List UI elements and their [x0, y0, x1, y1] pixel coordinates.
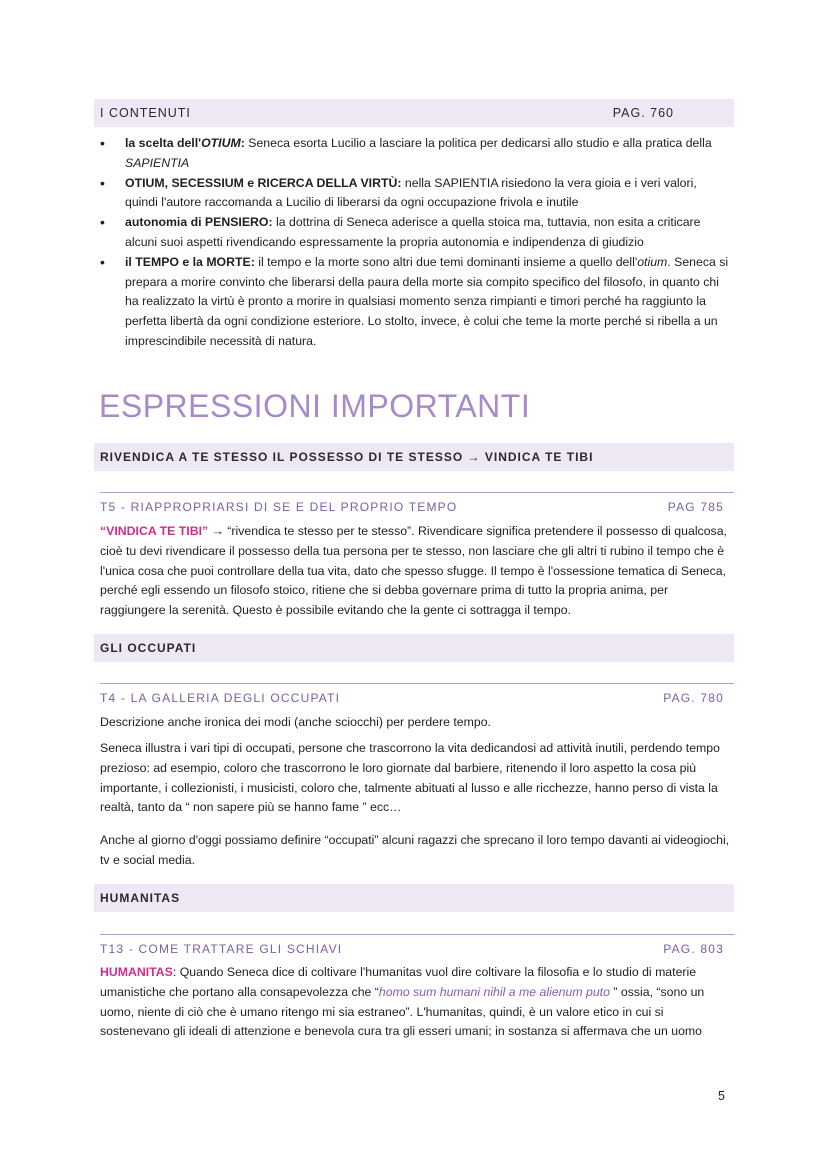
occupati-intro: Descrizione anche ironica dei modi (anche sciocchi) per perdere tempo. [100, 715, 491, 729]
t13-subheading: T13 - COME TRATTARE GLI SCHIAVI PAG. 803 [100, 934, 734, 959]
contents-item: • autonomia di PENSIERO: la dottrina di Seneca aderisce a quella stoica ma, tuttavia, non esita a criticare alcuni suoi aspetti rivendicando espressamente la propria autonomia e indipendenza di giudizio [100, 213, 732, 253]
t5-subheading: T5 - RIAPPROPRIARSI DI SE E DEL PROPRIO TEMPO PAG 785 [100, 492, 734, 517]
humanitas-band: HUMANITAS [94, 884, 734, 912]
arrow-right-icon: → [467, 450, 481, 464]
contents-item: • la scelta dell'OTIUM: Seneca esorta Lucilio a lasciare la politica per dedicarsi allo studio e alla pratica della SAPIENTIA [100, 134, 732, 174]
contents-list [100, 134, 732, 352]
occupati-modern-paragraph: Anche al giorno d'oggi possiamo definire “occupati” alcuni ragazzi che sprecano il loro tempo davanti ai videogiochi, tv e social media. [100, 833, 730, 867]
occupati-paragraph: Seneca illustra i vari tipi di occupati, persone che trascorrono la vita dedicandosi ad attività inutili, perdendo tempo prezioso: ad esempio, coloro che trascorrono le loro giornate dal barbiere, ritenendo il loro aspetto la cosa più importante, i collezionisti, i musicisti, coloro che, talmente abituati al lusso e alle ricchezze, hanno perso di vista la realtà, tanto da “ non sapere più se hanno fame ” ecc… [100, 741, 720, 815]
occupati-band: GLI OCCUPATI [94, 634, 734, 662]
contents-header-band [94, 99, 734, 127]
contents-page-ref: PAG. 760 [612, 106, 674, 120]
t4-subheading: T4 - LA GALLERIA DEGLI OCCUPATI PAG. 780 [100, 683, 734, 708]
contents-item: • il TEMPO e la MORTE: il tempo e la morte sono altri due temi dominanti insieme a quello dell'otium. Seneca si prepara a morire convinto che liberarsi della paura della morte sia compito specifico del filosofo, in quanto chi ha realizzato la virtù è pronto a morire in qualsiasi momento senza rimpianti e timori perché ha raggiunto la perfetta libertà da ogni condizione esteriore. Lo stolto, invece, è colui che teme la morte perché si ribella a un imprescindibile necessità di natura. [100, 253, 732, 352]
contents-item: • OTIUM, SECESSIUM e RICERCA DELLA VIRTÙ: nella SAPIENTIA risiedono la vera gioia e i veri valori, quindi l'autore raccomanda a Lucilio di liberarsi da ogni occupazione frivola e inutile [100, 174, 732, 214]
vindica-band: RIVENDICA A TE STESSO IL POSSESSO DI TE STESSO → VINDICA TE TIBI [94, 443, 734, 471]
vindica-paragraph: “VINDICA TE TIBI” → “rivendica te stesso per te stesso”. Rivendicare significa pretendere il possesso di qualcosa, cioè tu devi rivendicare il possesso della tua persona per te stesso, non lasciare che gli altri ti rubino il tempo che è l'unica cosa che puoi controllare della tua vita, dato che spesso sfugge. Il tempo è l'ossessione tematica di Seneca, perché egli essendo un filosofo stoico, ritiene che si debba governare prima di tutto la propria anima, per raggiungere la serenità. Questo è possibile evitando che la gente ci sottragga il tempo. [100, 524, 727, 618]
page-number: 5 [718, 1089, 725, 1103]
arrow-right-icon: → [211, 524, 224, 538]
section-title: ESPRESSIONI IMPORTANTI [99, 388, 531, 424]
humanitas-paragraph: HUMANITAS: Quando Seneca dice di coltivare l'humanitas vuol dire coltivare la filosofia e lo studio di materie umanistiche che portano alla consapevolezza che “homo sum humani nihil a me alienum puto ” ossia, “sono un uomo, niente di ciò che è umano ritengo mi sia estraneo”. L'humanitas, quindi, è un valore etico in cui si sostenevano gli ideali di attenzione e benevola cura tra gli esseri umani; in sostanza si affermava che un uomo [100, 965, 705, 1039]
contents-label: I CONTENUTI [100, 106, 191, 120]
